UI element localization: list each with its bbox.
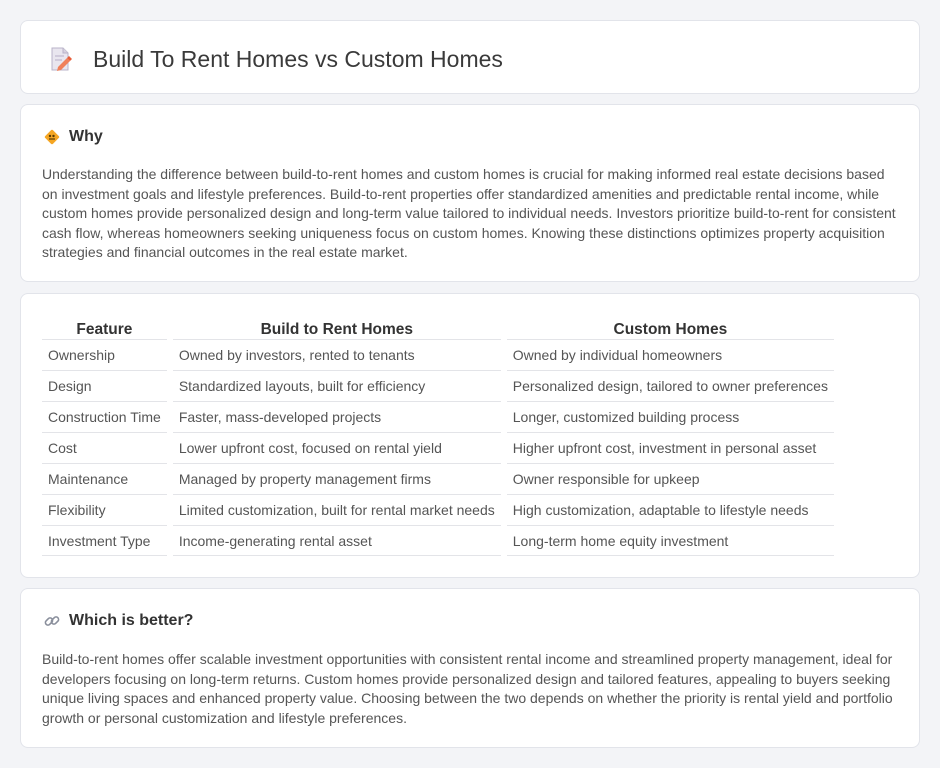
better-title: Which is better?	[69, 612, 194, 629]
table-header-row	[42, 316, 834, 339]
cell-build-to-rent: Managed by property management firms	[173, 463, 501, 494]
cell-feature: Construction Time	[42, 401, 167, 432]
cell-custom: Owner responsible for upkeep	[507, 463, 834, 494]
table-row	[42, 370, 834, 401]
cell-feature: Flexibility	[42, 494, 167, 525]
page-title: Build To Rent Homes vs Custom Homes	[93, 46, 503, 72]
title-row	[47, 45, 503, 73]
cell-build-to-rent: Income-generating rental asset	[173, 525, 501, 556]
cell-custom: Longer, customized building process	[507, 401, 834, 432]
why-heading	[43, 128, 103, 146]
title-card	[20, 20, 920, 94]
why-title: Why	[69, 128, 103, 145]
cell-feature: Investment Type	[42, 525, 167, 556]
cell-custom: Higher upfront cost, investment in personal asset	[507, 432, 834, 463]
cell-custom: High customization, adaptable to lifestyle needs	[507, 494, 834, 525]
cell-feature: Ownership	[42, 339, 167, 370]
warning-sign-icon	[43, 128, 61, 146]
why-text: Understanding the difference between build-to-rent homes and custom homes is crucial for making informed real estate decisions based on investment goals and lifestyle preferences. Build-to-rent properties offer standardized amenities and predictable rental income, while custom homes provide personalized design and long-term value tailored to individual needs. Investors prioritize build-to-rent for consistent cash flow, whereas homeowners seeking uniqueness focus on custom homes. Knowing these distinctions optimizes property acquisition strategies and financial outcomes in the real estate market.	[42, 166, 896, 261]
cell-build-to-rent: Owned by investors, rented to tenants	[173, 339, 501, 370]
cell-feature: Cost	[42, 432, 167, 463]
comparison-table	[36, 316, 840, 556]
table-row	[42, 463, 834, 494]
better-heading	[43, 612, 193, 630]
table-row	[42, 432, 834, 463]
cell-build-to-rent: Lower upfront cost, focused on rental yield	[173, 432, 501, 463]
table-row	[42, 525, 834, 556]
cell-build-to-rent: Faster, mass-developed projects	[173, 401, 501, 432]
why-card	[20, 104, 920, 282]
which-better-card	[20, 588, 920, 748]
table-row	[42, 401, 834, 432]
cell-feature: Design	[42, 370, 167, 401]
cell-custom: Long-term home equity investment	[507, 525, 834, 556]
cell-custom: Owned by individual homeowners	[507, 339, 834, 370]
comparison-card	[20, 293, 920, 578]
col-header-build-to-rent: Build to Rent Homes	[260, 321, 413, 338]
document-pen-icon	[47, 46, 73, 72]
col-header-custom-homes: Custom Homes	[613, 321, 728, 338]
table-row	[42, 494, 834, 525]
better-text: Build-to-rent homes offer scalable investment opportunities with consistent rental income and streamlined property management, ideal for developers focusing on long-term returns. Custom homes provide personalized design and tailored features, appealing to buyers seeking unique living spaces and enhanced property value. Choosing between the two depends on whether the priority is rental yield and portfolio growth or personal customization and lifestyle preferences.	[42, 651, 893, 726]
cell-custom: Personalized design, tailored to owner preferences	[507, 370, 834, 401]
col-header-feature: Feature	[76, 321, 133, 338]
cell-build-to-rent: Limited customization, built for rental market needs	[173, 494, 501, 525]
cell-build-to-rent: Standardized layouts, built for efficiency	[173, 370, 501, 401]
link-icon	[43, 612, 61, 630]
table-row	[42, 339, 834, 370]
cell-feature: Maintenance	[42, 463, 167, 494]
